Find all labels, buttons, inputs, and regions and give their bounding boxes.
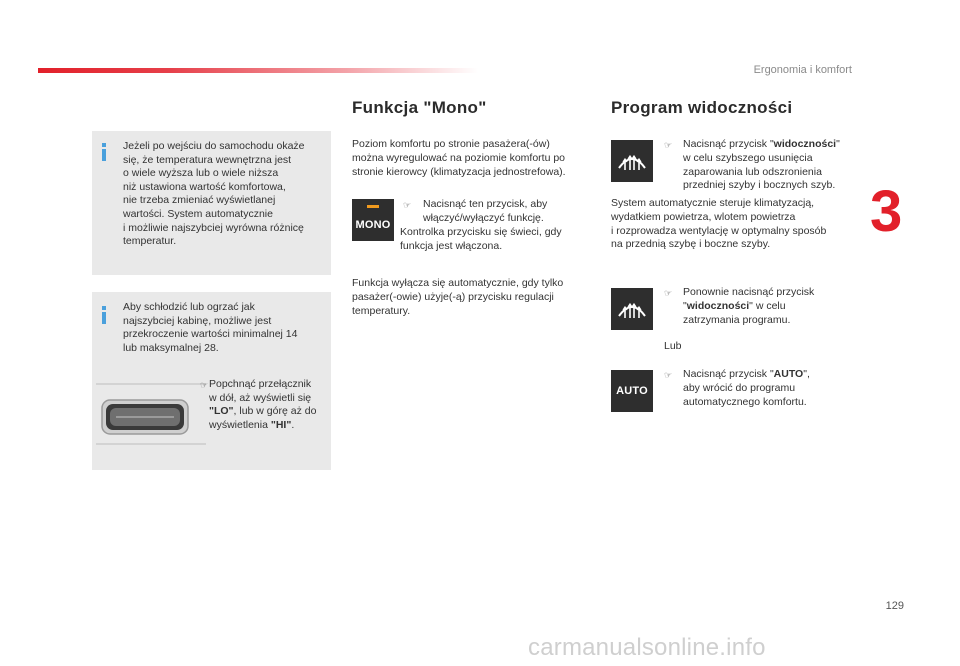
- mono-step1: Nacisnąć ten przycisk, aby włączyć/wyłączyć funkcję.: [423, 198, 548, 224]
- step-bold: widoczności: [773, 138, 837, 150]
- visibility-button-image-2: [611, 288, 653, 330]
- lo-label: "LO": [209, 405, 234, 418]
- step-text: ", aby wrócić do programu automatycznego komfortu.: [683, 368, 810, 408]
- windscreen-demist-icon: [611, 288, 653, 330]
- header-accent-bar: [38, 68, 478, 73]
- instruction-switch: [209, 378, 329, 432]
- info-text-temperature: Jeżeli po wejściu do samochodu okaże się, że temperatura wewnętrzna jest o wiele wyższa lub o wiele niższa niż ustawiona wartość komfortowa, nie trzeba zmieniać wyświetlanej wartości. System automatycznie i możliwie najszybciej wyrówna różnicę temperatur.: [123, 140, 305, 248]
- chapter-title: Ergonomia i komfort: [753, 64, 852, 76]
- chapter-number: 3: [870, 179, 903, 244]
- instruction-line: Popchnąć przełącznik: [209, 378, 312, 390]
- hi-label: "HI": [270, 418, 292, 431]
- mono-intro: Poziom komfortu po stronie pasażera(-ów) można wyregulować na poziomie komfortu po stronie kierowcy (klimatyzacja jednostrefowa).: [352, 138, 566, 178]
- windscreen-demist-icon: [611, 140, 653, 182]
- step-text: Nacisnąć przycisk ": [683, 138, 774, 150]
- step-text: Ponownie nacisnąć przycisk ": [683, 286, 815, 312]
- step-bold: AUTO: [773, 368, 804, 380]
- step-text: " w celu zatrzymania programu.: [683, 299, 791, 326]
- mono-title: Funkcja "Mono": [352, 98, 487, 117]
- bullet-marker: ☞: [664, 140, 673, 150]
- auto-button-image: [611, 370, 653, 412]
- mono-button-image: [352, 199, 394, 241]
- mono-button-label: MONO: [355, 219, 391, 231]
- instruction-line: w dół, aż wyświetli się: [209, 391, 312, 404]
- step-bold: widoczności: [686, 299, 750, 312]
- info-panel-min-max: [92, 292, 331, 470]
- bullet-marker: ☞: [200, 380, 209, 390]
- visibility-step1: [683, 138, 873, 193]
- info-icon: [102, 312, 106, 324]
- bullet-marker: ☞: [664, 370, 673, 380]
- bullet-marker: ☞: [664, 288, 673, 298]
- temperature-switch-illustration: [96, 378, 209, 452]
- step-text: Nacisnąć przycisk ": [683, 368, 774, 380]
- instruction-end: .: [291, 418, 295, 431]
- info-icon: [102, 149, 106, 161]
- info-panel-temperature: [92, 131, 331, 275]
- step-text: " w celu szybszego usunięcia zaparowania lub odszronienia przedniej szyby i bocznych szyb.: [683, 138, 840, 192]
- visibility-system-text: System automatycznie steruje klimatyzacją, wydatkiem powietrza, wlotem powietrza i rozprowadza wentylację w optymalny sposób na przednią szybę i boczne szyby.: [611, 197, 827, 251]
- bullet-marker: ☞: [403, 200, 412, 210]
- or-text: Lub: [664, 340, 682, 352]
- mono-outro: Funkcja wyłącza się automatycznie, gdy tylko pasażer(-owie) użyje(-ą) przycisku regulacji temperatury.: [352, 277, 564, 317]
- watermark: carmanualsonline.info: [528, 634, 766, 661]
- visibility-step3: [683, 368, 863, 409]
- mono-step1-cont: Kontrolka przycisku się świeci, gdy funkcja jest włączona.: [400, 226, 562, 252]
- page-number: 129: [885, 600, 904, 612]
- instruction-line: , lub w górę aż do: [233, 405, 317, 418]
- instruction-line: wyświetlenia: [209, 418, 271, 431]
- info-text-min-max: Aby schłodzić lub ogrzać jak najszybciej kabinę, możliwe jest przekroczenie wartości minimalnej 14 lub maksymalnej 28.: [123, 301, 298, 354]
- visibility-title: Program widoczności: [611, 98, 793, 117]
- visibility-button-image: [611, 140, 653, 182]
- visibility-step2: [683, 286, 863, 327]
- auto-button-label: AUTO: [616, 385, 648, 397]
